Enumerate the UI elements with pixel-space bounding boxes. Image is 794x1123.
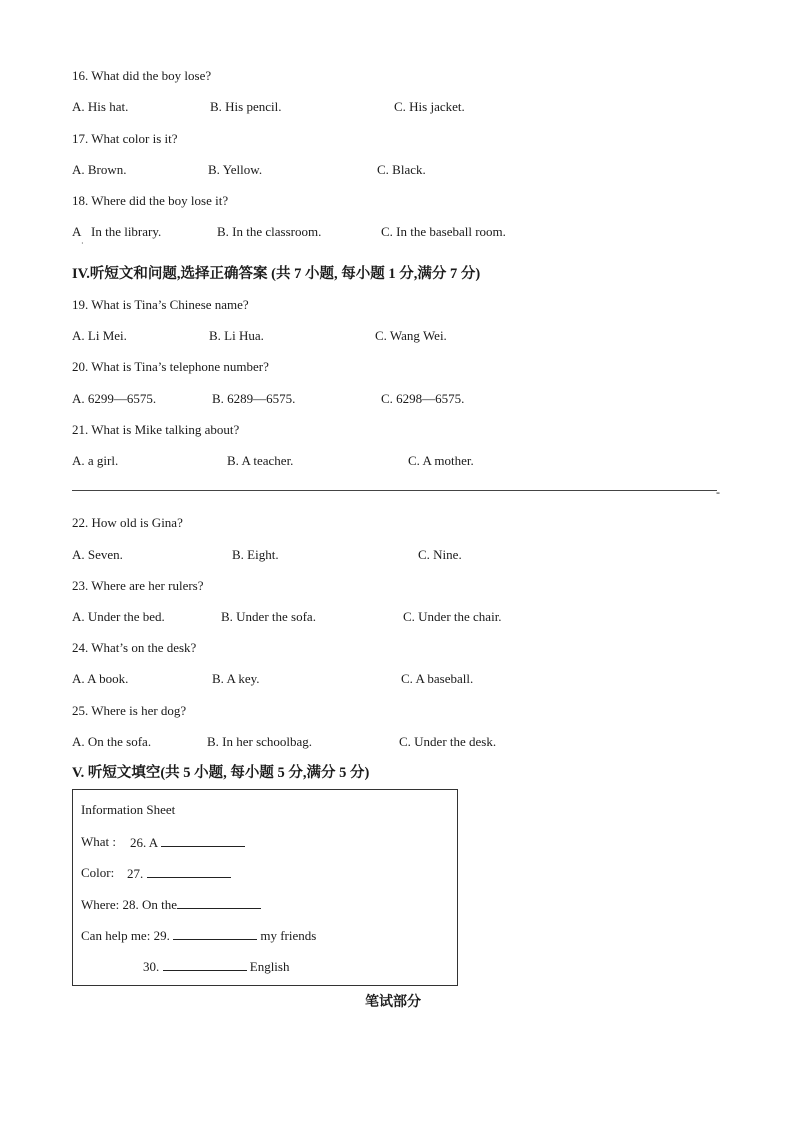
question-16: 16. What did the boy lose? [72, 68, 212, 83]
option-19-b: B. Li Hua. [209, 328, 264, 343]
option-21-a: A. a girl. [72, 453, 119, 468]
option-20-c: C. 6298—6575. [381, 391, 465, 406]
item-29-label: Can help me: 29. [81, 928, 170, 943]
written-part-heading: 笔试部分 [365, 995, 421, 1010]
question-19: 19. What is Tina’s Chinese name? [72, 297, 249, 312]
option-17-a: A. Brown. [72, 162, 127, 177]
item-27-label: 27. [127, 866, 144, 881]
info-30-row [143, 958, 289, 975]
option-23-a: A. Under the bed. [72, 609, 165, 624]
option-18-c: C. In the baseball room. [381, 224, 506, 239]
option-25-a: A. On the sofa. [72, 734, 152, 749]
section-divider [72, 490, 717, 491]
option-21-b: B. A teacher. [227, 453, 294, 468]
option-25-c: C. Under the desk. [399, 734, 497, 749]
option-25-b: B. In her schoolbag. [207, 734, 313, 749]
section-4-heading: IV.听短文和问题,选择正确答案 (共 7 小题, 每小题 1 分,满分 7 分) [72, 266, 481, 282]
option-23-b: B. Under the sofa. [221, 609, 316, 624]
question-21: 21. What is Mike talking about? [72, 422, 240, 437]
blank-30[interactable] [163, 958, 247, 971]
info-sheet-title: Information Sheet [81, 802, 176, 817]
option-19-a: A. Li Mei. [72, 328, 127, 343]
question-23: 23. Where are her rulers? [72, 578, 204, 593]
option-23-c: C. Under the chair. [403, 609, 502, 624]
option-16-c: C. His jacket. [394, 99, 465, 114]
question-24: 24. What’s on the desk? [72, 640, 197, 655]
question-17: 17. What color is it? [72, 131, 178, 146]
info-help-row [81, 927, 316, 944]
blank-28[interactable] [177, 896, 261, 909]
information-sheet-box [72, 789, 458, 986]
option-20-b: B. 6289—6575. [212, 391, 296, 406]
section-5-heading: V. 听短文填空(共 5 小题, 每小题 5 分,满分 5 分) [72, 765, 370, 781]
option-18-a: A [72, 224, 82, 239]
option-18-a-text: In the library. [91, 224, 162, 239]
option-17-b: B. Yellow. [208, 162, 263, 177]
stray-dot: · [81, 239, 84, 248]
blank-26[interactable] [161, 834, 245, 847]
option-22-a: A. Seven. [72, 547, 123, 562]
info-color-item [127, 865, 231, 882]
question-20: 20. What is Tina’s telephone number? [72, 359, 269, 374]
option-18-b: B. In the classroom. [217, 224, 322, 239]
option-24-b: B. A key. [212, 671, 260, 686]
info-where-row [81, 896, 261, 913]
item-26-label: 26. A [130, 835, 158, 850]
option-22-c: C. Nine. [418, 547, 462, 562]
blank-27[interactable] [147, 865, 231, 878]
item-29-suffix: my friends [260, 928, 317, 943]
option-17-c: C. Black. [377, 162, 426, 177]
question-25: 25. Where is her dog? [72, 703, 187, 718]
item-28-label: Where: 28. On the [81, 897, 178, 912]
question-18: 18. Where did the boy lose it? [72, 193, 229, 208]
option-19-c: C. Wang Wei. [375, 328, 447, 343]
option-20-a: A. 6299—6575. [72, 391, 157, 406]
blank-29[interactable] [173, 927, 257, 940]
info-color-label: Color: [81, 865, 115, 880]
option-16-b: B. His pencil. [210, 99, 282, 114]
divider-tail: - [716, 485, 720, 499]
info-what-label: What : [81, 834, 117, 849]
option-22-b: B. Eight. [232, 547, 279, 562]
option-16-a: A. His hat. [72, 99, 129, 114]
option-24-a: A. A book. [72, 671, 129, 686]
question-22: 22. How old is Gina? [72, 515, 183, 530]
item-30-label: 30. [143, 959, 160, 974]
option-21-c: C. A mother. [408, 453, 474, 468]
option-24-c: C. A baseball. [401, 671, 474, 686]
item-30-suffix: English [249, 959, 290, 974]
info-what-item [130, 834, 245, 851]
